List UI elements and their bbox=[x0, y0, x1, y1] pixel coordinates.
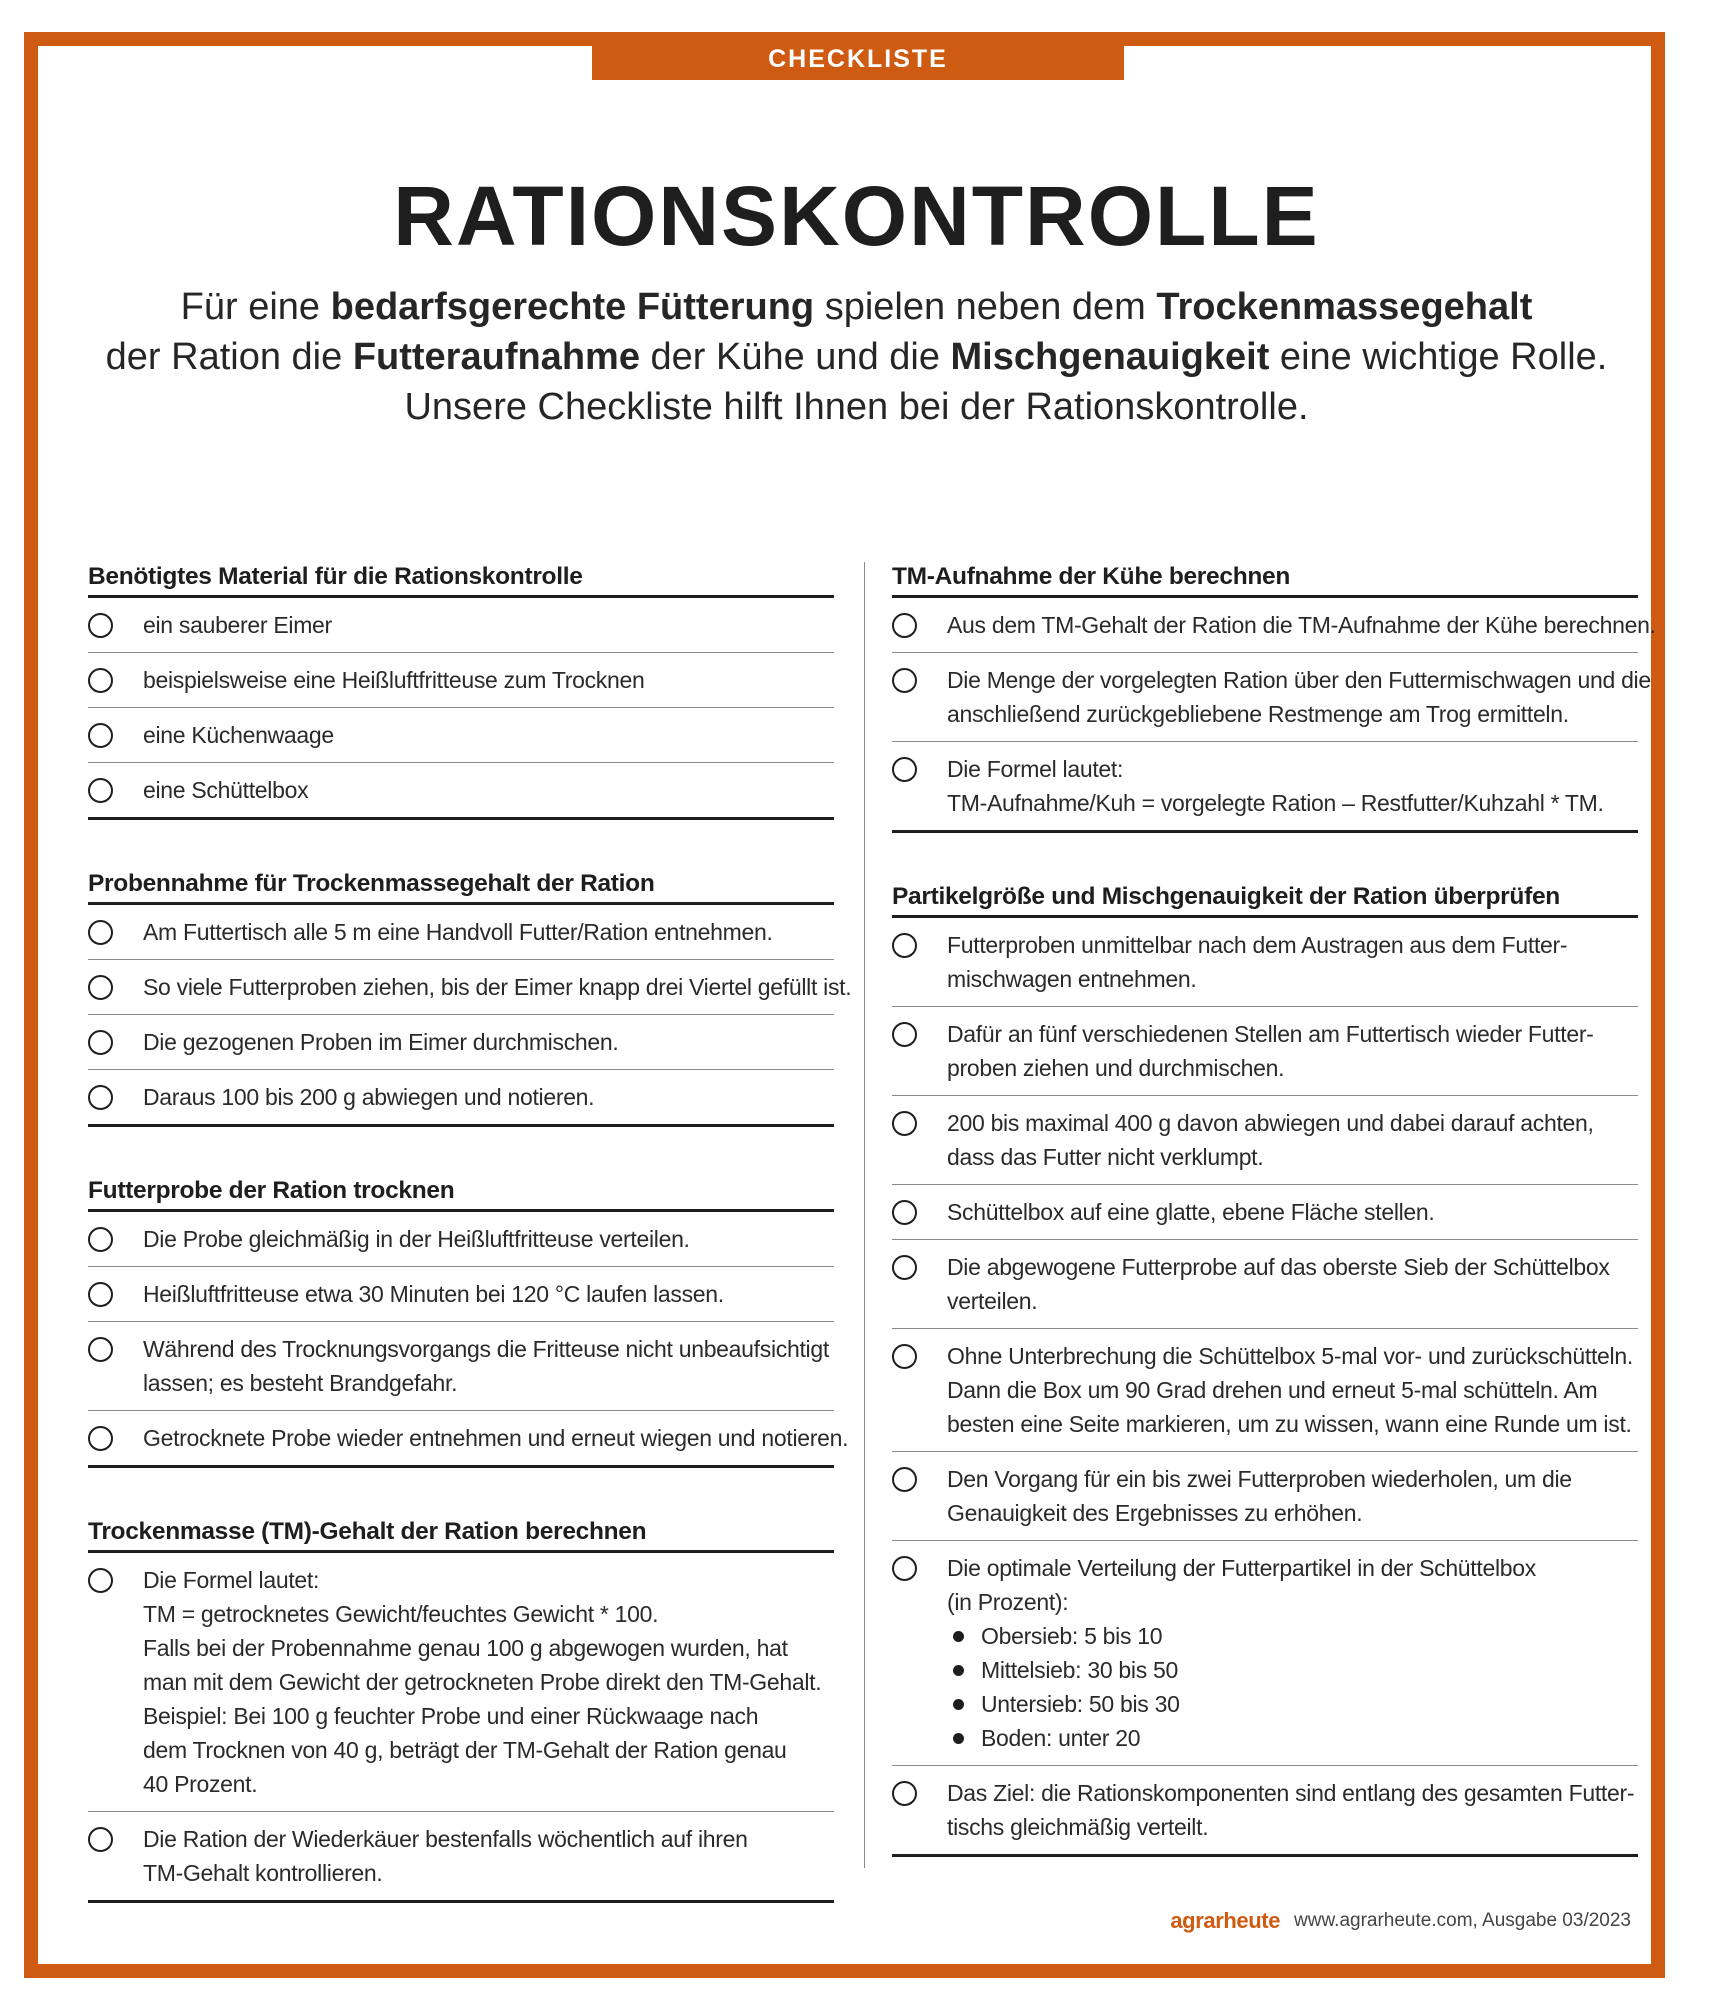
item-text: Die Formel lautet: bbox=[143, 1567, 320, 1593]
page-title: RATIONSKONTROLLE bbox=[393, 169, 1320, 263]
checkbox-circle-icon[interactable] bbox=[88, 1282, 113, 1307]
checklist-section bbox=[88, 867, 852, 1127]
bullet-text: Mittelsieb: 30 bis 50 bbox=[981, 1657, 1178, 1683]
intro-line-2: der Ration die Futteraufnahme der Kühe und die Mischgenauigkeit eine wichtige Rolle. bbox=[105, 336, 1608, 378]
item-text: Aus dem TM-Gehalt der Ration die TM-Aufnahme der Kühe berechnen. bbox=[947, 612, 1656, 638]
checkbox-circle-icon[interactable] bbox=[892, 1255, 917, 1280]
checklist-section bbox=[88, 560, 834, 820]
checkbox-circle-icon[interactable] bbox=[88, 975, 113, 1000]
intro-text bbox=[100, 282, 1613, 432]
checklist-item bbox=[88, 653, 834, 708]
checklist-section bbox=[88, 1174, 849, 1468]
bullet-list bbox=[947, 1619, 1638, 1755]
bullet-item bbox=[947, 1721, 1638, 1755]
checklist-item bbox=[892, 1096, 1638, 1185]
bullet-item bbox=[947, 1653, 1638, 1687]
bullet-text: Obersieb: 5 bis 10 bbox=[981, 1623, 1163, 1649]
checklist-item bbox=[88, 1267, 834, 1322]
item-text: anschließend zurückgebliebene Restmenge am Trog ermitteln. bbox=[947, 701, 1569, 727]
checklist-tab: CHECKLISTE bbox=[592, 38, 1124, 80]
checklist-item bbox=[88, 1812, 834, 1903]
item-text: tischs gleichmäßig verteilt. bbox=[947, 1814, 1209, 1840]
bullet-icon bbox=[953, 1733, 964, 1744]
bullet-icon bbox=[953, 1699, 964, 1710]
checkbox-circle-icon[interactable] bbox=[88, 1227, 113, 1252]
item-text: Daraus 100 bis 200 g abwiegen und notieren. bbox=[143, 1084, 595, 1110]
item-text: mischwagen entnehmen. bbox=[947, 966, 1197, 992]
section-title: Trockenmasse (TM)-Gehalt der Ration berechnen bbox=[88, 1515, 834, 1553]
checklist-item bbox=[892, 1007, 1638, 1096]
item-text: Futterproben unmittelbar nach dem Austragen aus dem Futter- bbox=[947, 932, 1568, 958]
item-text: eine Schüttelbox bbox=[143, 777, 309, 803]
checkbox-circle-icon[interactable] bbox=[88, 920, 113, 945]
item-text: Ohne Unterbrechung die Schüttelbox 5-mal vor- und zurückschütteln. bbox=[947, 1343, 1633, 1369]
checklist-item bbox=[88, 708, 834, 763]
item-text: Heißluftfritteuse etwa 30 Minuten bei 120 °C laufen lassen. bbox=[143, 1281, 724, 1307]
checklist-item bbox=[88, 763, 834, 820]
item-text: Schüttelbox auf eine glatte, ebene Fläche stellen. bbox=[947, 1199, 1435, 1225]
checkbox-circle-icon[interactable] bbox=[892, 933, 917, 958]
intro-line-3: Unsere Checkliste hilft Ihnen bei der Rationskontrolle. bbox=[404, 386, 1309, 428]
item-text: Getrocknete Probe wieder entnehmen und erneut wiegen und notieren. bbox=[143, 1425, 849, 1451]
footer bbox=[1170, 1908, 1631, 1934]
checkbox-circle-icon[interactable] bbox=[88, 1337, 113, 1362]
item-text: Dafür an fünf verschiedenen Stellen am Futtertisch wieder Futter- bbox=[947, 1021, 1594, 1047]
item-text: Die Menge der vorgelegten Ration über den Futtermischwagen und die bbox=[947, 667, 1651, 693]
section-title: Partikelgröße und Mischgenauigkeit der Ration überprüfen bbox=[892, 880, 1638, 918]
checklist-item bbox=[892, 742, 1638, 833]
checklist-item bbox=[892, 1452, 1638, 1541]
item-text: Beispiel: Bei 100 g feuchter Probe und einer Rückwaage nach bbox=[143, 1703, 759, 1729]
checklist-item bbox=[892, 1185, 1638, 1240]
item-text: Das Ziel: die Rationskomponenten sind entlang des gesamten Futter- bbox=[947, 1780, 1635, 1806]
checkbox-circle-icon[interactable] bbox=[88, 1085, 113, 1110]
item-text: Die Probe gleichmäßig in der Heißluftfritteuse verteilen. bbox=[143, 1226, 690, 1252]
checkbox-circle-icon[interactable] bbox=[88, 1568, 113, 1593]
item-text: 40 Prozent. bbox=[143, 1771, 258, 1797]
checkbox-circle-icon[interactable] bbox=[88, 723, 113, 748]
checkbox-circle-icon[interactable] bbox=[892, 757, 917, 782]
checkbox-circle-icon[interactable] bbox=[88, 778, 113, 803]
item-text: man mit dem Gewicht der getrockneten Probe direkt den TM-Gehalt. bbox=[143, 1669, 822, 1695]
item-text: besten eine Seite markieren, um zu wissen, wann eine Runde um ist. bbox=[947, 1411, 1632, 1437]
checklist-item bbox=[88, 598, 834, 653]
bullet-icon bbox=[953, 1631, 964, 1642]
item-text: dass das Futter nicht verklumpt. bbox=[947, 1144, 1264, 1170]
checklist-item bbox=[892, 918, 1638, 1007]
item-text: beispielsweise eine Heißluftfritteuse zum Trocknen bbox=[143, 667, 645, 693]
intro-line-1: Für eine bedarfsgerechte Fütterung spielen neben dem Trockenmassegehalt bbox=[180, 286, 1533, 328]
item-text: Genauigkeit des Ergebnisses zu erhöhen. bbox=[947, 1500, 1363, 1526]
checklist-item bbox=[88, 1322, 834, 1411]
checklist-item bbox=[88, 1015, 834, 1070]
checklist-item bbox=[892, 1240, 1638, 1329]
section-title: Probennahme für Trockenmassegehalt der Ration bbox=[88, 867, 834, 905]
checklist-item bbox=[892, 1329, 1638, 1452]
item-text: Falls bei der Probennahme genau 100 g abgewogen wurden, hat bbox=[143, 1635, 788, 1661]
bullet-text: Boden: unter 20 bbox=[981, 1725, 1141, 1751]
item-text: lassen; es besteht Brandgefahr. bbox=[143, 1370, 458, 1396]
checkbox-circle-icon[interactable] bbox=[892, 1344, 917, 1369]
item-text: 200 bis maximal 400 g davon abwiegen und dabei darauf achten, bbox=[947, 1110, 1594, 1136]
checkbox-circle-icon[interactable] bbox=[892, 668, 917, 693]
checklist-item bbox=[892, 653, 1651, 742]
column-divider bbox=[864, 562, 865, 1868]
checklist-item bbox=[892, 1766, 1638, 1857]
checkbox-circle-icon[interactable] bbox=[892, 1200, 917, 1225]
checklist-item bbox=[88, 1411, 849, 1468]
checklist-section bbox=[892, 560, 1656, 833]
item-text: Während des Trocknungsvorgangs die Fritteuse nicht unbeaufsichtigt bbox=[143, 1336, 829, 1362]
checkbox-circle-icon[interactable] bbox=[88, 613, 113, 638]
checklist-item bbox=[88, 1070, 834, 1127]
checkbox-circle-icon[interactable] bbox=[892, 1467, 917, 1492]
checkbox-circle-icon[interactable] bbox=[892, 1022, 917, 1047]
checkbox-circle-icon[interactable] bbox=[892, 613, 917, 638]
section-title: Benötigtes Material für die Rationskontrolle bbox=[88, 560, 834, 598]
checklist-item bbox=[88, 905, 834, 960]
item-text: Die gezogenen Proben im Eimer durchmischen. bbox=[143, 1029, 619, 1055]
bullet-icon bbox=[953, 1665, 964, 1676]
checklist-item bbox=[88, 1553, 834, 1812]
item-text: TM = getrocknetes Gewicht/feuchtes Gewicht * 100. bbox=[143, 1601, 659, 1627]
checkbox-circle-icon[interactable] bbox=[88, 1426, 113, 1451]
brand-logo: agrarheute bbox=[1170, 1908, 1281, 1933]
item-text: So viele Futterproben ziehen, bis der Eimer knapp drei Viertel gefüllt ist. bbox=[143, 974, 852, 1000]
item-text: dem Trocknen von 40 g, beträgt der TM-Gehalt der Ration genau bbox=[143, 1737, 787, 1763]
item-text: Die optimale Verteilung der Futterpartikel in der Schüttelbox bbox=[947, 1555, 1536, 1581]
bullet-text: Untersieb: 50 bis 30 bbox=[981, 1691, 1180, 1717]
right-column bbox=[892, 560, 1656, 1904]
checkbox-circle-icon[interactable] bbox=[892, 1111, 917, 1136]
checkbox-circle-icon[interactable] bbox=[892, 1781, 917, 1806]
checkbox-circle-icon[interactable] bbox=[892, 1556, 917, 1581]
checklist-item bbox=[88, 1212, 834, 1267]
item-text: Die abgewogene Futterprobe auf das oberste Sieb der Schüttelbox bbox=[947, 1254, 1610, 1280]
left-column bbox=[88, 560, 852, 1950]
section-title: TM-Aufnahme der Kühe berechnen bbox=[892, 560, 1638, 598]
checklist-section bbox=[892, 880, 1638, 1857]
checkbox-circle-icon[interactable] bbox=[88, 1030, 113, 1055]
checklist-item bbox=[892, 1541, 1638, 1766]
checklist-section bbox=[88, 1515, 834, 1903]
item-text: verteilen. bbox=[947, 1288, 1038, 1314]
item-text: (in Prozent): bbox=[947, 1589, 1069, 1615]
item-text: Am Futtertisch alle 5 m eine Handvoll Futter/Ration entnehmen. bbox=[143, 919, 773, 945]
item-text: proben ziehen und durchmischen. bbox=[947, 1055, 1285, 1081]
section-title: Futterprobe der Ration trocknen bbox=[88, 1174, 834, 1212]
item-text: Die Ration der Wiederkäuer bestenfalls wöchentlich auf ihren bbox=[143, 1826, 748, 1852]
item-text: ein sauberer Eimer bbox=[143, 612, 332, 638]
item-text: TM-Gehalt kontrollieren. bbox=[143, 1860, 383, 1886]
item-text: Den Vorgang für ein bis zwei Futterproben wiederholen, um die bbox=[947, 1466, 1572, 1492]
checkbox-circle-icon[interactable] bbox=[88, 668, 113, 693]
bullet-item bbox=[947, 1619, 1638, 1653]
checkbox-circle-icon[interactable] bbox=[88, 1827, 113, 1852]
item-text: Dann die Box um 90 Grad drehen und erneut 5-mal schütteln. Am bbox=[947, 1377, 1598, 1403]
bullet-item bbox=[947, 1687, 1638, 1721]
item-text: eine Küchenwaage bbox=[143, 722, 334, 748]
checklist-item bbox=[892, 598, 1656, 653]
item-text: TM-Aufnahme/Kuh = vorgelegte Ration – Restfutter/Kuhzahl * TM. bbox=[947, 790, 1604, 816]
source-text: www.agrarheute.com, Ausgabe 03/2023 bbox=[1294, 1910, 1631, 1931]
item-text: Die Formel lautet: bbox=[947, 756, 1124, 782]
checklist-item bbox=[88, 960, 852, 1015]
